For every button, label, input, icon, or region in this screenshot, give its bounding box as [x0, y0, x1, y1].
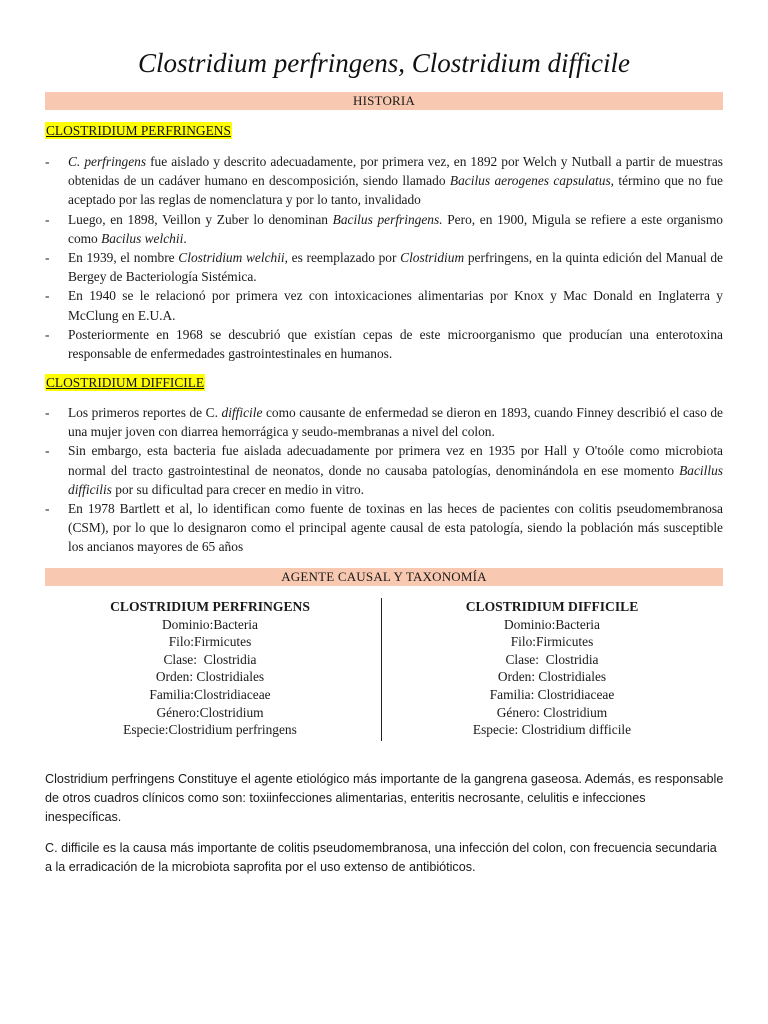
- text-run: Pero, en 1900, Migula se refiere a este organismo como: [68, 211, 723, 246]
- difficile-history-list: [45, 403, 723, 557]
- text-run: Los primeros reportes de C.: [68, 405, 222, 420]
- text-run: .: [183, 230, 187, 246]
- perfringens-history-item: [45, 152, 723, 210]
- italic-term: Bacillus difficilis: [68, 462, 723, 497]
- perfringens-history-item: [45, 210, 723, 248]
- taxonomy-row: Género: Clostridium: [496, 704, 608, 720]
- text-run: En 1978 Bartlett et al, lo identifican como fuente de toxinas en las heces de pacientes con colitis pseudomembranosa (CSM), por lo que lo designaron como el principal agente causal de esta patología, siendo la población más susceptible los ancianos mayores de 65 años: [68, 501, 723, 555]
- taxonomy-perfringens-column: [60, 598, 360, 739]
- text-run: fue aislado y descrito adecuadamente, por primera vez, en 1892 por Welch y Nutball a partir de muestras obtenidas de un cadáver humano en descomposición, siendo llamado: [68, 154, 723, 189]
- taxonomy-row: Dominio:Bacteria: [162, 616, 258, 632]
- taxonomy-row: Familia:Clostridiaceae: [149, 686, 271, 702]
- paragraph-perfringens-clinical: Clostridium perfringens Constituye el agente etiológico más importante de la gangrena gaseosa. Además, es responsable de otros cuadros clínicos como son: toxiinfecciones alimentarias, enteritis necrosante, celulitis e infecciones inespecíficas.: [45, 772, 724, 824]
- taxonomy-row: Género:Clostridium: [156, 704, 264, 720]
- section-band-agente-causal: AGENTE CAUSAL Y TAXONOMÍA: [45, 568, 723, 586]
- italic-term: Clostridium: [400, 250, 465, 266]
- taxonomy-row: Especie: Clostridium difficile: [472, 722, 632, 738]
- taxonomy-row: Clase: Clostridia: [163, 651, 257, 667]
- taxonomy-row: Orden: Clostridiales: [497, 669, 607, 685]
- text-run: Posteriormente en 1968 se descubrió que existían cepas de este microorganismo que producían una enterotoxina responsable de enfermedades gastrointestinales en humanos.: [68, 326, 723, 362]
- perfringens-history-item: [45, 325, 723, 363]
- document-title: Clostridium perfringens, Clostridium difficile: [137, 48, 631, 78]
- difficile-history-item: [45, 403, 723, 441]
- taxonomy-perfringens-heading: CLOSTRIDIUM PERFRINGENS: [110, 599, 310, 614]
- text-run: perfringens, en la quinta edición del Manual de Bergey de Bacteriología Sistémica.: [68, 250, 723, 285]
- italic-term: C. perfringens: [68, 154, 147, 169]
- taxonomy-divider: [381, 598, 382, 741]
- difficile-history-item: [45, 499, 723, 557]
- perfringens-history-item: [45, 286, 723, 324]
- heading-clostridium-difficile: CLOSTRIDIUM DIFFICILE: [46, 375, 205, 390]
- taxonomy-difficile-column: [402, 598, 702, 739]
- section-band-historia: HISTORIA: [45, 92, 723, 110]
- taxonomy-row: Orden: Clostridiales: [155, 669, 265, 685]
- difficile-history-item: [45, 441, 723, 499]
- taxonomy-row: Especie:Clostridium perfringens: [123, 722, 297, 738]
- perfringens-history-list: [45, 152, 723, 363]
- heading-clostridium-perfringens: CLOSTRIDIUM PERFRINGENS: [46, 123, 231, 138]
- taxonomy-row: Familia: Clostridiaceae: [489, 686, 615, 702]
- paragraph-difficile-clinical: C. difficile es la causa más importante de colitis pseudomembranosa, una infección del colon, con frecuencia secundaria a la erradicación de la microbiota saprofita por el uso extenso de antibióticos.: [45, 841, 717, 874]
- italic-term: difficile: [221, 405, 263, 420]
- taxonomy-difficile-heading: CLOSTRIDIUM DIFFICILE: [465, 599, 639, 614]
- italic-term: Bacilus welchii: [101, 230, 184, 246]
- text-run: por su dificultad para crecer en medio in vitro.: [111, 481, 365, 497]
- text-run: Sin embargo, esta bacteria fue aislada adecuadamente por primera vez en 1935 por Hall y O'toóle como microbiota normal del tracto gastrointestinal de neonatos, donde no causaba patologías, denominándola en ese momento: [68, 443, 723, 478]
- text-run: como causante de enfermedad se dieron en 1893, cuando Finney describió el caso de una mujer joven con diarrea hemorrágica y seudo-membranas a nivel del colon.: [68, 405, 723, 440]
- taxonomy-row: Clase: Clostridia: [505, 651, 599, 667]
- text-run: En 1940 se le relacionó por primera vez con intoxicaciones alimentarias por Knox y Mac Donald en Inglaterra y McClung en E.U.A.: [68, 288, 723, 323]
- taxonomy-row: Dominio:Bacteria: [504, 616, 600, 632]
- italic-term: Bacilus perfringens.: [332, 211, 443, 227]
- taxonomy-row: Filo:Firmicutes: [510, 634, 594, 650]
- text-run: En 1939, el nombre: [68, 250, 179, 266]
- text-run: , es reemplazado por: [284, 250, 401, 266]
- text-run: , término que no fue aceptado por las reglas de nomenclatura y por lo tanto, invalidado: [68, 173, 723, 208]
- text-run: Luego, en 1898, Veillon y Zuber lo denominan: [68, 211, 333, 227]
- perfringens-history-item: [45, 248, 723, 286]
- italic-term: Clostridium welchii: [178, 250, 285, 266]
- taxonomy-row: Filo:Firmicutes: [168, 634, 252, 650]
- italic-term: Bacilus aerogenes capsulatus: [449, 173, 611, 189]
